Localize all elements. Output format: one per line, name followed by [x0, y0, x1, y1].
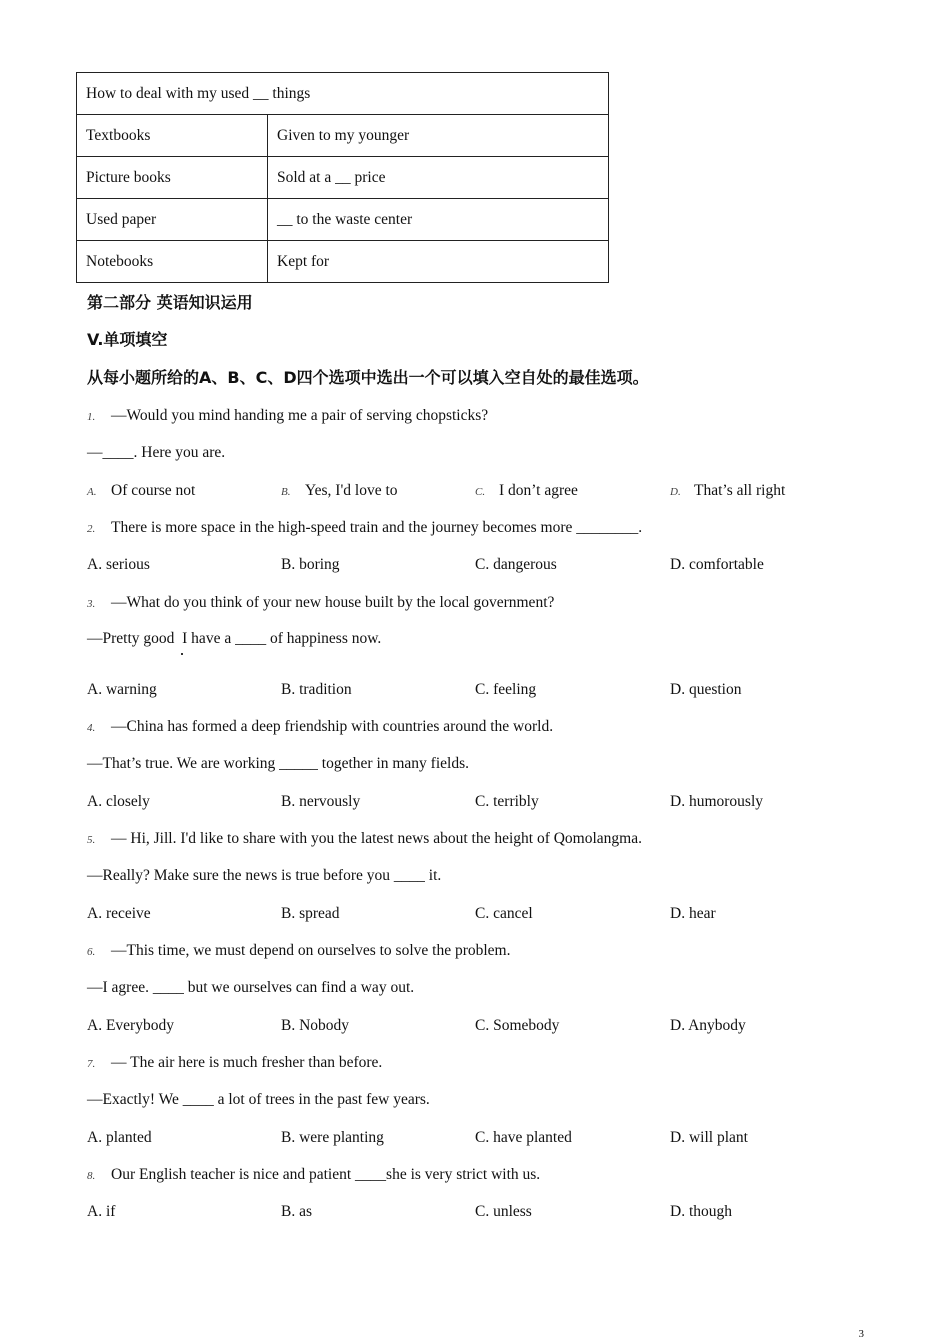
option-d[interactable]: [670, 1016, 746, 1036]
option-label: D.: [670, 905, 686, 922]
option-label: A.: [87, 1017, 103, 1034]
option-label: B.: [281, 1017, 296, 1034]
option-a[interactable]: [87, 1016, 174, 1036]
question-text: Our English teacher is nice and patient ____she is very strict with us.: [111, 1166, 541, 1183]
table-cell-action: __ to the waste center: [268, 199, 609, 241]
subsection-title: V.单项填空: [87, 330, 168, 349]
option-label: A.: [87, 556, 103, 573]
option-b[interactable]: [281, 904, 340, 924]
option-text: tradition: [299, 681, 352, 698]
instruction-text: 从每小题所给的A、B、C、D四个选项中选出一个可以填入空自处的最佳选项。: [87, 368, 649, 387]
option-a[interactable]: [87, 680, 157, 700]
option-c[interactable]: [475, 1016, 559, 1036]
option-a[interactable]: [87, 1128, 152, 1148]
option-text: will plant: [688, 1129, 748, 1146]
option-text: planted: [105, 1129, 152, 1146]
option-label: B.: [281, 1129, 296, 1146]
question-text: —What do you think of your new house built by the local government?: [111, 594, 555, 611]
option-text: That’s all right: [694, 482, 786, 499]
option-label: A.: [87, 905, 103, 922]
question-text: — Hi, Jill. I'd like to share with you the latest news about the height of Qomolangma.: [111, 830, 642, 847]
option-label: D.: [670, 793, 686, 810]
option-text: serious: [105, 556, 150, 573]
option-label: B.: [281, 793, 296, 810]
option-label: C.: [475, 681, 490, 698]
option-label: C.: [475, 1203, 490, 1220]
option-d[interactable]: [670, 1128, 748, 1148]
question-number: 7.: [87, 1058, 96, 1070]
option-text: have planted: [493, 1129, 572, 1146]
question-number: 1.: [87, 411, 96, 423]
option-label: A.: [87, 486, 97, 498]
option-text: boring: [299, 556, 340, 573]
option-text: Anybody: [688, 1017, 746, 1034]
question-text: — The air here is much fresher than before.: [111, 1054, 383, 1071]
option-a[interactable]: [87, 555, 150, 575]
option-text: nervously: [299, 793, 361, 810]
option-text: unless: [493, 1203, 532, 1220]
option-label: D.: [670, 1129, 686, 1146]
stray-dot: [181, 653, 183, 655]
option-label: D.: [670, 1017, 686, 1034]
option-label: A.: [87, 1129, 103, 1146]
table-row: [77, 157, 609, 199]
question-2-line-1: [87, 518, 642, 539]
option-a[interactable]: [87, 904, 151, 924]
question-7-line-2: —Exactly! We ____ a lot of trees in the past few years.: [87, 1091, 430, 1108]
option-d[interactable]: [670, 904, 716, 924]
table-cell-action: Sold at a __ price: [268, 157, 609, 199]
question-6-line-2: —I agree. ____ but we ourselves can find a way out.: [87, 979, 415, 996]
option-a[interactable]: [87, 481, 195, 502]
option-a[interactable]: [87, 1202, 115, 1222]
option-d[interactable]: [670, 555, 764, 575]
option-text: I don’t agree: [499, 482, 578, 499]
option-text: comfortable: [688, 556, 764, 573]
question-number: 3.: [87, 598, 96, 610]
option-b[interactable]: [281, 1128, 384, 1148]
option-c[interactable]: [475, 1202, 532, 1222]
option-text: feeling: [493, 681, 537, 698]
section-title: 第二部分 英语知识运用: [87, 293, 253, 312]
question-1-line-2: —____. Here you are.: [87, 444, 226, 461]
option-label: D.: [670, 486, 681, 498]
option-b[interactable]: [281, 555, 340, 575]
option-text: spread: [299, 905, 340, 922]
option-text: receive: [105, 905, 151, 922]
option-text: dangerous: [493, 556, 557, 573]
option-label: C.: [475, 1129, 490, 1146]
option-b[interactable]: [281, 1202, 312, 1222]
option-text: hear: [688, 905, 716, 922]
option-c[interactable]: [475, 481, 578, 502]
question-7-line-1: [87, 1053, 382, 1074]
page-number: 3: [858, 1328, 864, 1340]
question-number: 2.: [87, 523, 96, 535]
question-number: 8.: [87, 1170, 96, 1182]
option-text: Yes, I'd love to: [305, 482, 398, 499]
question-number: 4.: [87, 722, 96, 734]
table-cell-item: Notebooks: [77, 241, 268, 283]
option-label: D.: [670, 1203, 686, 1220]
option-c[interactable]: [475, 1128, 572, 1148]
table-header-row: [77, 73, 609, 115]
option-c[interactable]: [475, 792, 539, 812]
question-3-line-1: [87, 593, 554, 614]
question-4-line-2: —That’s true. We are working _____ together in many fields.: [87, 755, 469, 772]
option-text: Somebody: [493, 1017, 560, 1034]
option-text: Of course not: [111, 482, 196, 499]
option-text: if: [105, 1203, 116, 1220]
option-label: B.: [281, 1203, 296, 1220]
table-header-cell: How to deal with my used __ things: [77, 73, 609, 115]
option-label: A.: [87, 1203, 103, 1220]
table-row: [77, 241, 609, 283]
option-text: were planting: [299, 1129, 384, 1146]
question-number: 5.: [87, 834, 96, 846]
option-text: though: [688, 1203, 733, 1220]
option-label: C.: [475, 793, 490, 810]
question-1-line-1: [87, 406, 488, 427]
option-text: humorously: [688, 793, 764, 810]
option-d[interactable]: [670, 1202, 732, 1222]
option-text: as: [299, 1203, 313, 1220]
option-text: closely: [105, 793, 150, 810]
option-c[interactable]: [475, 555, 557, 575]
option-text: Everybody: [105, 1017, 174, 1034]
option-text: terribly: [493, 793, 539, 810]
question-text: There is more space in the high-speed train and the journey becomes more ________.: [111, 519, 643, 536]
option-a[interactable]: [87, 792, 150, 812]
question-text: —Would you mind handing me a pair of serving chopsticks?: [111, 407, 489, 424]
option-label: B.: [281, 486, 291, 498]
option-b[interactable]: [281, 1016, 349, 1036]
question-text: —China has formed a deep friendship with countries around the world.: [111, 718, 554, 735]
option-label: C.: [475, 1017, 490, 1034]
option-text: Nobody: [299, 1017, 350, 1034]
question-5-line-1: [87, 829, 642, 850]
option-d[interactable]: [670, 680, 741, 700]
option-label: B.: [281, 905, 296, 922]
option-c[interactable]: [475, 904, 533, 924]
option-label: A.: [87, 793, 103, 810]
option-b[interactable]: [281, 792, 360, 812]
option-b[interactable]: [281, 481, 398, 502]
question-number: 6.: [87, 946, 96, 958]
option-text: cancel: [493, 905, 533, 922]
option-label: D.: [670, 681, 686, 698]
option-label: A.: [87, 681, 103, 698]
option-label: C.: [475, 905, 490, 922]
question-8-line-1: [87, 1165, 540, 1186]
question-3-line-2: —Pretty good I have a ____ of happiness now.: [87, 630, 382, 647]
option-label: C.: [475, 556, 490, 573]
option-text: warning: [105, 681, 157, 698]
option-label: C.: [475, 486, 486, 498]
option-label: B.: [281, 681, 296, 698]
table-cell-item: Used paper: [77, 199, 268, 241]
table-row: [77, 199, 609, 241]
table-cell-action: Kept for: [268, 241, 609, 283]
table-cell-item: Textbooks: [77, 115, 268, 157]
question-4-line-1: [87, 717, 553, 738]
table-cell-action: Given to my younger: [268, 115, 609, 157]
option-text: question: [688, 681, 742, 698]
option-b[interactable]: [281, 680, 352, 700]
used-things-table: [76, 72, 609, 283]
question-5-line-2: —Really? Make sure the news is true before you ____ it.: [87, 867, 442, 884]
option-c[interactable]: [475, 680, 536, 700]
option-label: D.: [670, 556, 686, 573]
option-d[interactable]: [670, 481, 785, 502]
question-text: —This time, we must depend on ourselves to solve the problem.: [111, 942, 511, 959]
question-6-line-1: [87, 941, 511, 962]
option-label: B.: [281, 556, 296, 573]
table-row: [77, 115, 609, 157]
table-cell-item: Picture books: [77, 157, 268, 199]
option-d[interactable]: [670, 792, 763, 812]
